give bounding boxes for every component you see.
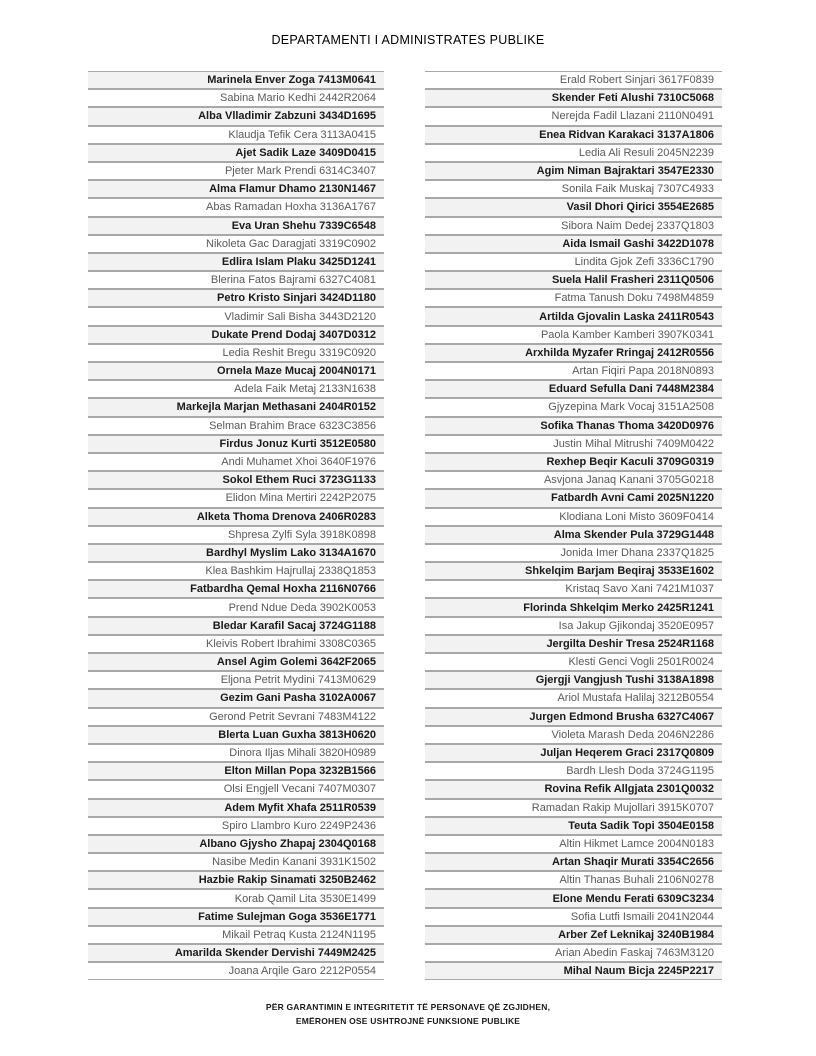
table-row: Pjeter Mark Prendi 6314C3407 bbox=[88, 162, 384, 180]
table-row: Asvjona Janaq Kanani 3705G0218 bbox=[425, 471, 722, 489]
table-row: Andi Muhamet Xhoi 3640F1976 bbox=[88, 453, 384, 471]
table-row: Agim Niman Bajraktari 3547E2330 bbox=[425, 162, 722, 180]
table-row: Ajet Sadik Laze 3409D0415 bbox=[88, 144, 384, 162]
table-row: Vasil Dhori Qirici 3554E2685 bbox=[425, 198, 722, 216]
table-row: Fatbardha Qemal Hoxha 2116N0766 bbox=[88, 580, 384, 598]
table-row: Rexhep Beqir Kaculi 3709G0319 bbox=[425, 453, 722, 471]
table-row: Altin Thanas Buhali 2106N0278 bbox=[425, 871, 722, 889]
table-row: Artan Fiqiri Papa 2018N0893 bbox=[425, 362, 722, 380]
table-row: Fatma Tanush Doku 7498M4859 bbox=[425, 289, 722, 307]
table-row: Selman Brahim Brace 6323C3856 bbox=[88, 417, 384, 435]
table-row: Ariol Mustafa Halilaj 3212B0554 bbox=[425, 689, 722, 707]
table-row: Klesti Genci Vogli 2501R0024 bbox=[425, 653, 722, 671]
table-row: Fatime Sulejman Goga 3536E1771 bbox=[88, 908, 384, 926]
table-row: Justin Mihal Mitrushi 7409M0422 bbox=[425, 435, 722, 453]
table-row: Elidon Mina Mertiri 2242P2075 bbox=[88, 489, 384, 507]
table-row: Alma Flamur Dhamo 2130N1467 bbox=[88, 180, 384, 198]
table-row: Marinela Enver Zoga 7413M0641 bbox=[88, 71, 384, 89]
table-row: Klaudja Tefik Cera 3113A0415 bbox=[88, 126, 384, 144]
footer-note bbox=[0, 1001, 816, 1028]
table-row: Violeta Marash Deda 2046N2286 bbox=[425, 726, 722, 744]
table-row: Bardhyl Myslim Lako 3134A1670 bbox=[88, 544, 384, 562]
table-row: Jergilta Deshir Tresa 2524R1168 bbox=[425, 635, 722, 653]
table-row: Sofika Thanas Thoma 3420D0976 bbox=[425, 417, 722, 435]
table-row: Olsi Engjell Vecani 7407M0307 bbox=[88, 780, 384, 798]
table-row: Blerta Luan Guxha 3813H0620 bbox=[88, 726, 384, 744]
table-row: Ledia Reshit Bregu 3319C0920 bbox=[88, 344, 384, 362]
table-row: Ramadan Rakip Mujollari 3915K0707 bbox=[425, 799, 722, 817]
table-row: Alketa Thoma Drenova 2406R0283 bbox=[88, 508, 384, 526]
table-row: Gjyzepina Mark Vocaj 3151A2508 bbox=[425, 398, 722, 416]
table-row: Alma Skender Pula 3729G1448 bbox=[425, 526, 722, 544]
table-row: Rovina Refik Allgjata 2301Q0032 bbox=[425, 780, 722, 798]
table-row: Shpresa Zylfi Syla 3918K0898 bbox=[88, 526, 384, 544]
page-title: DEPARTAMENTI I ADMINISTRATES PUBLIKE bbox=[271, 33, 545, 47]
table-row: Ledia Ali Resuli 2045N2239 bbox=[425, 144, 722, 162]
name-list-right bbox=[425, 71, 722, 980]
table-row: Arxhilda Myzafer Rringaj 2412R0556 bbox=[425, 344, 722, 362]
table-row: Lindita Gjok Zefi 3336C1790 bbox=[425, 253, 722, 271]
table-row: Dukate Prend Dodaj 3407D0312 bbox=[88, 326, 384, 344]
table-row: Juljan Heqerem Graci 2317Q0809 bbox=[425, 744, 722, 762]
table-row: Isa Jakup Gjikondaj 3520E0957 bbox=[425, 617, 722, 635]
table-row: Nasibe Medin Kanani 3931K1502 bbox=[88, 853, 384, 871]
table-row: Dinora Iljas Mihali 3820H0989 bbox=[88, 744, 384, 762]
table-row: Hazbie Rakip Sinamati 3250B2462 bbox=[88, 871, 384, 889]
table-row: Klea Bashkim Hajrullaj 2338Q1853 bbox=[88, 562, 384, 580]
table-row: Elton Millan Popa 3232B1566 bbox=[88, 762, 384, 780]
table-row: Elone Mendu Ferati 6309C3234 bbox=[425, 889, 722, 907]
table-row: Spiro Llambro Kuro 2249P2436 bbox=[88, 817, 384, 835]
table-row: Klodiana Loni Misto 3609F0414 bbox=[425, 508, 722, 526]
table-row: Korab Qamil Lita 3530E1499 bbox=[88, 889, 384, 907]
table-row: Prend Ndue Deda 3902K0053 bbox=[88, 598, 384, 616]
table-row: Fatbardh Avni Cami 2025N1220 bbox=[425, 489, 722, 507]
table-row: Adem Myfit Xhafa 2511R0539 bbox=[88, 799, 384, 817]
table-row: Kleivis Robert Ibrahimi 3308C0365 bbox=[88, 635, 384, 653]
table-row: Firdus Jonuz Kurti 3512E0580 bbox=[88, 435, 384, 453]
table-row: Gezim Gani Pasha 3102A0067 bbox=[88, 689, 384, 707]
table-row: Artan Shaqir Murati 3354C2656 bbox=[425, 853, 722, 871]
table-row: Eljona Petrit Mydini 7413M0629 bbox=[88, 671, 384, 689]
name-list-left bbox=[88, 71, 384, 980]
table-row: Alba Vlladimir Zabzuni 3434D1695 bbox=[88, 107, 384, 125]
table-row: Sonila Faik Muskaj 7307C4933 bbox=[425, 180, 722, 198]
table-row: Ansel Agim Golemi 3642F2065 bbox=[88, 653, 384, 671]
table-row: Bledar Karafil Sacaj 3724G1188 bbox=[88, 617, 384, 635]
table-row: Artilda Gjovalin Laska 2411R0543 bbox=[425, 307, 722, 325]
footer-line-2: EMËROHEN OSE USHTROJNË FUNKSIONE PUBLIKE bbox=[295, 1015, 521, 1026]
table-row: Edlira Islam Plaku 3425D1241 bbox=[88, 253, 384, 271]
footer-line-1: PËR GARANTIMIN E INTEGRITETIT TË PERSONAVE QË ZGJIDHEN, bbox=[265, 1002, 551, 1012]
table-row: Skender Feti Alushi 7310C5068 bbox=[425, 89, 722, 107]
table-row: Paola Kamber Kamberi 3907K0341 bbox=[425, 326, 722, 344]
table-row: Mihal Naum Bicja 2245P2217 bbox=[425, 962, 722, 980]
table-row: Amarilda Skender Dervishi 7449M2425 bbox=[88, 944, 384, 962]
table-row: Nikoleta Gac Daragjati 3319C0902 bbox=[88, 235, 384, 253]
table-row: Kristaq Savo Xani 7421M1037 bbox=[425, 580, 722, 598]
table-row: Erald Robert Sinjari 3617F0839 bbox=[425, 71, 722, 89]
table-row: Markejla Marjan Methasani 2404R0152 bbox=[88, 398, 384, 416]
table-row: Ornela Maze Mucaj 2004N0171 bbox=[88, 362, 384, 380]
table-row: Arber Zef Leknikaj 3240B1984 bbox=[425, 926, 722, 944]
table-row: Suela Halil Frasheri 2311Q0506 bbox=[425, 271, 722, 289]
table-row: Albano Gjysho Zhapaj 2304Q0168 bbox=[88, 835, 384, 853]
table-row: Jonida Imer Dhana 2337Q1825 bbox=[425, 544, 722, 562]
table-row: Abas Ramadan Hoxha 3136A1767 bbox=[88, 198, 384, 216]
table-row: Sabina Mario Kedhi 2442R2064 bbox=[88, 89, 384, 107]
table-row: Eduard Sefulla Dani 7448M2384 bbox=[425, 380, 722, 398]
table-row: Enea Ridvan Karakaci 3137A1806 bbox=[425, 126, 722, 144]
table-row: Nerejda Fadil Llazani 2110N0491 bbox=[425, 107, 722, 125]
table-row: Sokol Ethem Ruci 3723G1133 bbox=[88, 471, 384, 489]
table-row: Adela Faik Metaj 2133N1638 bbox=[88, 380, 384, 398]
table-row: Altin Hikmet Lamce 2004N0183 bbox=[425, 835, 722, 853]
table-row: Blerina Fatos Bajrami 6327C4081 bbox=[88, 271, 384, 289]
table-row: Teuta Sadik Topi 3504E0158 bbox=[425, 817, 722, 835]
table-row: Shkelqim Barjam Beqiraj 3533E1602 bbox=[425, 562, 722, 580]
table-row: Mikail Petraq Kusta 2124N1195 bbox=[88, 926, 384, 944]
table-row: Petro Kristo Sinjari 3424D1180 bbox=[88, 289, 384, 307]
table-row: Gerond Petrit Sevrani 7483M4122 bbox=[88, 708, 384, 726]
table-row: Eva Uran Shehu 7339C6548 bbox=[88, 217, 384, 235]
table-row: Sofia Lutfi Ismaili 2041N2044 bbox=[425, 908, 722, 926]
table-row: Arian Abedin Faskaj 7463M3120 bbox=[425, 944, 722, 962]
table-row: Sibora Naim Dedej 2337Q1803 bbox=[425, 217, 722, 235]
table-row: Jurgen Edmond Brusha 6327C4067 bbox=[425, 708, 722, 726]
table-row: Joana Arqile Garo 2212P0554 bbox=[88, 962, 384, 980]
table-row: Aida Ismail Gashi 3422D1078 bbox=[425, 235, 722, 253]
table-row: Vladimir Sali Bisha 3443D2120 bbox=[88, 307, 384, 325]
table-row: Gjergji Vangjush Tushi 3138A1898 bbox=[425, 671, 722, 689]
table-row: Florinda Shkelqim Merko 2425R1241 bbox=[425, 598, 722, 616]
table-row: Bardh Llesh Doda 3724G1195 bbox=[425, 762, 722, 780]
